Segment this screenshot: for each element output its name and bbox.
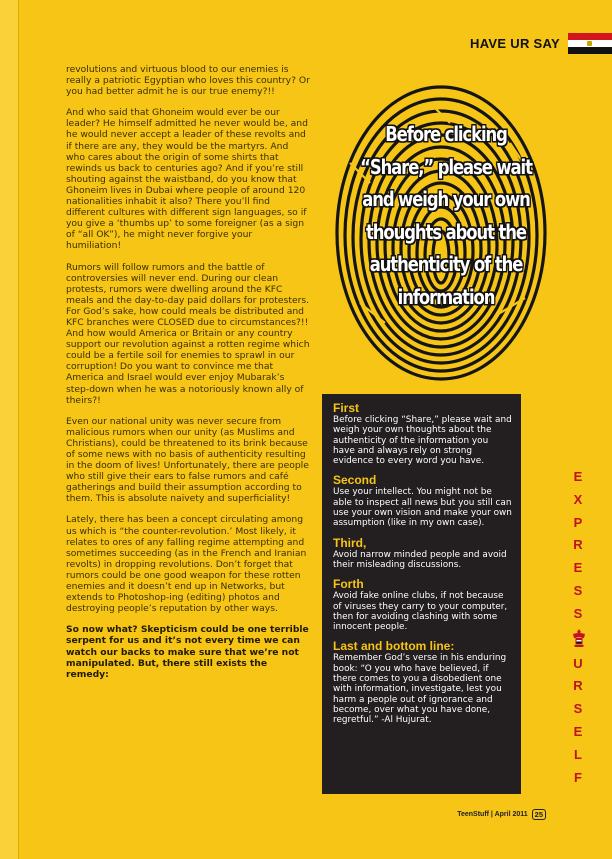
sidebar-letter: F [574, 769, 582, 785]
article-paragraph: Lately, there has been a concept circulating among us which is “the counter-revolution.’ Most likely, it relates to ores of any falling regime attempting and sometimes succeeding (as in the French and Iranian revolts) in dropping revolutions. Don’t forget that rumors could be one good weapon for these rotten enemies and it doesn’t end up in Networks, but extends to Photoshop-ing (editing) photos and destroying people’s reputation by other ways. [66, 514, 307, 615]
remedy-box [322, 394, 521, 794]
box-text: Remember God’s verse in his enduring book: “O you who have believed, if there comes to you a disobedient one with information, investigate, lest you harm a people out of ignorance and become, over what you have done, regretful.” -Al Hujurat. [333, 653, 507, 726]
sidebar-letter: S [573, 605, 583, 621]
page-gutter [0, 0, 18, 859]
article-paragraph: Even our national unity was never secure from malicious rumors when our unity (as Muslims and Christians), could be threatened to its brink because of some news with no basis of authenticity resulting in the doom of lives! Unfortunately, there are people who still give their ears to false rumors and café gatherings and build their assumption according to them. This is absolute naivety and superficiality! [66, 415, 309, 505]
page-footer [457, 809, 546, 820]
sidebar-word-bottom [571, 653, 585, 790]
page-number: 25 [532, 809, 546, 820]
sidebar-letter: E [573, 469, 583, 484]
pull-quote: Before clicking “Share,” please wait and weigh your own thoughts about the authenticity of the information [360, 122, 532, 309]
box-text: Before clicking “Share,” please wait and weigh your own thoughts about the authenticity of the information you have and always rely on strong evidence to every word you have. [333, 415, 512, 467]
sidebar-letter: S [573, 582, 583, 598]
article-column [66, 64, 310, 690]
box-text: Avoid fake online clubs, if not because of viruses they carry to your computer, then for avoiding clashing with some innocent people. [333, 591, 508, 633]
eagle-emblem-icon [571, 628, 587, 648]
sidebar-letter: E [573, 723, 583, 739]
box-text: Use your intellect. You might not be able to inspect all news but you still can use your own vision and make your own assumption (like in my own case). [333, 487, 512, 529]
sidebar-letter: S [573, 701, 583, 717]
sidebar-letter: R [573, 537, 583, 553]
box-heading: Forth [333, 577, 364, 592]
sidebar-letter: R [573, 678, 583, 694]
egypt-flag-icon [568, 33, 612, 54]
box-heading: Last and bottom line: [333, 639, 455, 654]
sidebar-letter: L [574, 746, 582, 762]
article-paragraph: revolutions and virtuous blood to our enemies is really a patriotic Egyptian who loves this country? Or you had better admit he is our true enemy?!! [66, 64, 310, 98]
box-heading: First [333, 401, 360, 415]
box-text: Avoid narrow minded people and avoid their misleading discussions. [333, 549, 507, 570]
gutter-rule [18, 0, 19, 859]
sidebar-letter: E [573, 560, 583, 576]
box-heading: Third, [333, 535, 367, 550]
article-closing: So now what? Skepticism could be one terrible serpent for us and it’s not every time we can watch our backs to make sure that we’re not manipulated. But, there still exists the remedy: [66, 624, 309, 680]
express-urself-vertical [571, 466, 585, 789]
article-paragraph: Rumors will follow rumors and the battle of controversies will never end. During our clean protests, rumors were dwelling around the KFC meals and the day-to-day paid dollars for protesters. For God’s sake, how could meals be distributed and KFC branches were CLOSED due to circumstances?!! And how would America or Britain or any country support our revolution against a rotten regime which could be a fertile soil for enemies to sprawl in our corruption! Do you want to convince me that America and Israel would ever enjoy Mubarak’s step-down when he was a notoriously known ally of theirs?! [66, 261, 310, 406]
publication-line: TeenStuff | April 2011 [457, 811, 528, 818]
sidebar-letter: X [573, 491, 583, 507]
section-header [470, 32, 612, 54]
sidebar-word-top [571, 466, 585, 626]
sidebar-letter: U [573, 655, 583, 671]
article-paragraph: And who said that Ghoneim would ever be our leader? He himself admitted he never would be, and he would never accept a leader of these revolts and if there are any, they would be the martyrs. And who cares about the origin of some shirts that rewinds us back to centuries ago? And if you’re still shouting against the waistband, do you know that Ghoneim lives in Dubai where people of around 120 nationalities inhabit it also? There you’ll find different cultures with different sign languages, so if you give a ‘thumbs up’ to some foreigner (as a sign of “all OK”), he might never forgive your humiliation! [66, 107, 308, 252]
sidebar-letter: P [573, 514, 583, 530]
section-title: HAVE UR SAY [470, 35, 560, 51]
box-heading: Second [333, 473, 377, 488]
